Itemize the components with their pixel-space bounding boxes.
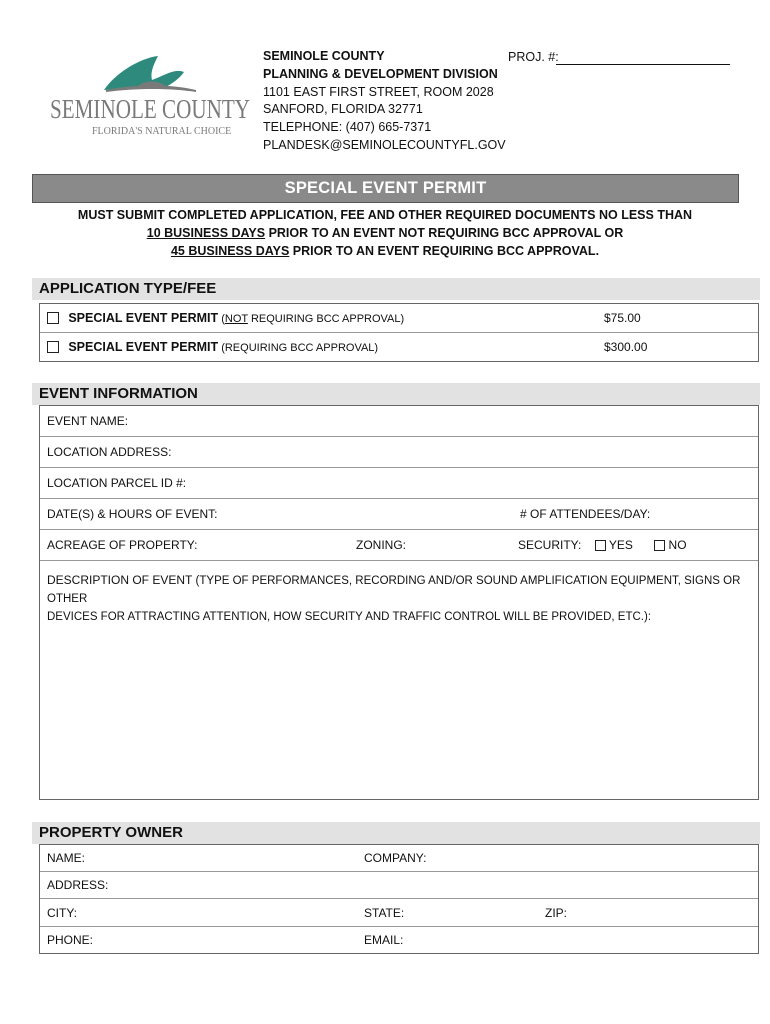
notice-line-2 [0, 224, 770, 242]
security-no-checkbox[interactable] [654, 540, 665, 551]
checkbox-bcc[interactable] [47, 341, 59, 353]
title-banner [32, 174, 739, 203]
notice-45-days: 45 BUSINESS DAYS [170, 244, 290, 258]
owner-phone-row[interactable] [40, 927, 758, 954]
division-name: PLANNING & DEVELOPMENT DIVISION [263, 67, 498, 81]
owner-city-label: CITY: [47, 906, 78, 920]
option-2-note: (REQUIRING BCC APPROVAL) [218, 342, 379, 354]
security-label: SECURITY: [518, 538, 582, 552]
event-name-label: EVENT NAME: [47, 414, 129, 428]
owner-state-label: STATE: [364, 906, 405, 920]
option-1-fee: $75.00 [604, 311, 641, 325]
option-2-label: SPECIAL EVENT PERMIT [68, 340, 219, 354]
section-header-owner: PROPERTY OWNER [32, 822, 760, 844]
notice-line-1: MUST SUBMIT COMPLETED APPLICATION, FEE AND OTHER REQUIRED DOCUMENTS NO LESS THAN [77, 208, 693, 222]
option-1-note-pre: ( [218, 313, 225, 325]
section-header-application: APPLICATION TYPE/FEE [32, 278, 760, 300]
email-address: PLANDESK@SEMINOLECOUNTYFL.GOV [263, 138, 506, 152]
seminole-county-logo [46, 50, 256, 140]
application-type-box [39, 303, 759, 362]
description-label: DESCRIPTION OF EVENT [47, 573, 193, 587]
location-address-label: LOCATION ADDRESS: [47, 445, 172, 459]
option-2-fee: $300.00 [604, 340, 648, 354]
zoning-label: ZONING: [356, 538, 406, 552]
parcel-id-row[interactable] [40, 468, 758, 499]
proj-number-field[interactable] [556, 64, 730, 65]
dates-attendees-row[interactable] [40, 499, 758, 530]
telephone: TELEPHONE: (407) 665-7371 [263, 120, 432, 134]
owner-address-label: ADDRESS: [47, 878, 109, 892]
description-note-1: (TYPE OF PERFORMANCES, RECORDING AND/OR SOUND AMPLIFICATION EQUIPMENT, SIGNS OR OTHER [47, 575, 741, 605]
notice-line-2-rest: PRIOR TO AN EVENT NOT REQUIRING BCC APPROVAL OR [265, 226, 624, 240]
address-line-1: 1101 EAST FIRST STREET, ROOM 2028 [263, 85, 494, 99]
dates-hours-label: DATE(S) & HOURS OF EVENT: [47, 507, 218, 521]
location-address-row[interactable] [40, 437, 758, 468]
owner-email-label: EMAIL: [364, 933, 404, 947]
acreage-zoning-security-row[interactable] [40, 530, 758, 561]
owner-phone-label: PHONE: [47, 933, 94, 947]
checkbox-not-bcc[interactable] [47, 312, 59, 324]
option-1-label: SPECIAL EVENT PERMIT [68, 311, 219, 325]
proj-number-label: PROJ. #: [508, 50, 559, 64]
logo-tagline: FLORIDA'S NATURAL CHOICE [92, 126, 232, 137]
event-name-row[interactable] [40, 406, 758, 437]
property-owner-box [39, 844, 759, 954]
description-note-2: DEVICES FOR ATTRACTING ATTENTION, HOW SECURITY AND TRAFFIC CONTROL WILL BE PROVIDED, ETC.): [47, 611, 652, 623]
owner-zip-label: ZIP: [545, 906, 568, 920]
attendees-label: # OF ATTENDEES/DAY: [520, 507, 651, 521]
parcel-id-label: LOCATION PARCEL ID #: [47, 476, 187, 490]
notice-10-days: 10 BUSINESS DAYS [146, 226, 266, 240]
option-1-note-not: NOT [224, 313, 248, 325]
application-option-1 [40, 304, 758, 333]
description-row[interactable] [40, 561, 758, 800]
security-yes-label: YES [608, 538, 633, 552]
owner-name-label: NAME: [47, 851, 86, 865]
security-no-label: NO [668, 538, 687, 552]
notice-line-3 [0, 242, 770, 260]
logo-text: SEMINOLE COUNTY [50, 94, 250, 124]
section-header-event: EVENT INFORMATION [32, 383, 760, 405]
owner-name-row[interactable] [40, 845, 758, 872]
owner-address-row[interactable] [40, 872, 758, 899]
address-line-2: SANFORD, FLORIDA 32771 [263, 102, 423, 116]
notice-line-3-rest: PRIOR TO AN EVENT REQUIRING BCC APPROVAL. [289, 244, 600, 258]
security-yes-checkbox[interactable] [595, 540, 606, 551]
page-title: SPECIAL EVENT PERMIT [284, 179, 487, 197]
option-1-note-post: REQUIRING BCC APPROVAL) [247, 313, 405, 325]
event-info-box [39, 405, 759, 800]
owner-city-row[interactable] [40, 899, 758, 927]
acreage-label: ACREAGE OF PROPERTY: [47, 538, 198, 552]
application-option-2 [40, 333, 758, 362]
owner-company-label: COMPANY: [364, 851, 427, 865]
county-name: SEMINOLE COUNTY [263, 49, 385, 63]
